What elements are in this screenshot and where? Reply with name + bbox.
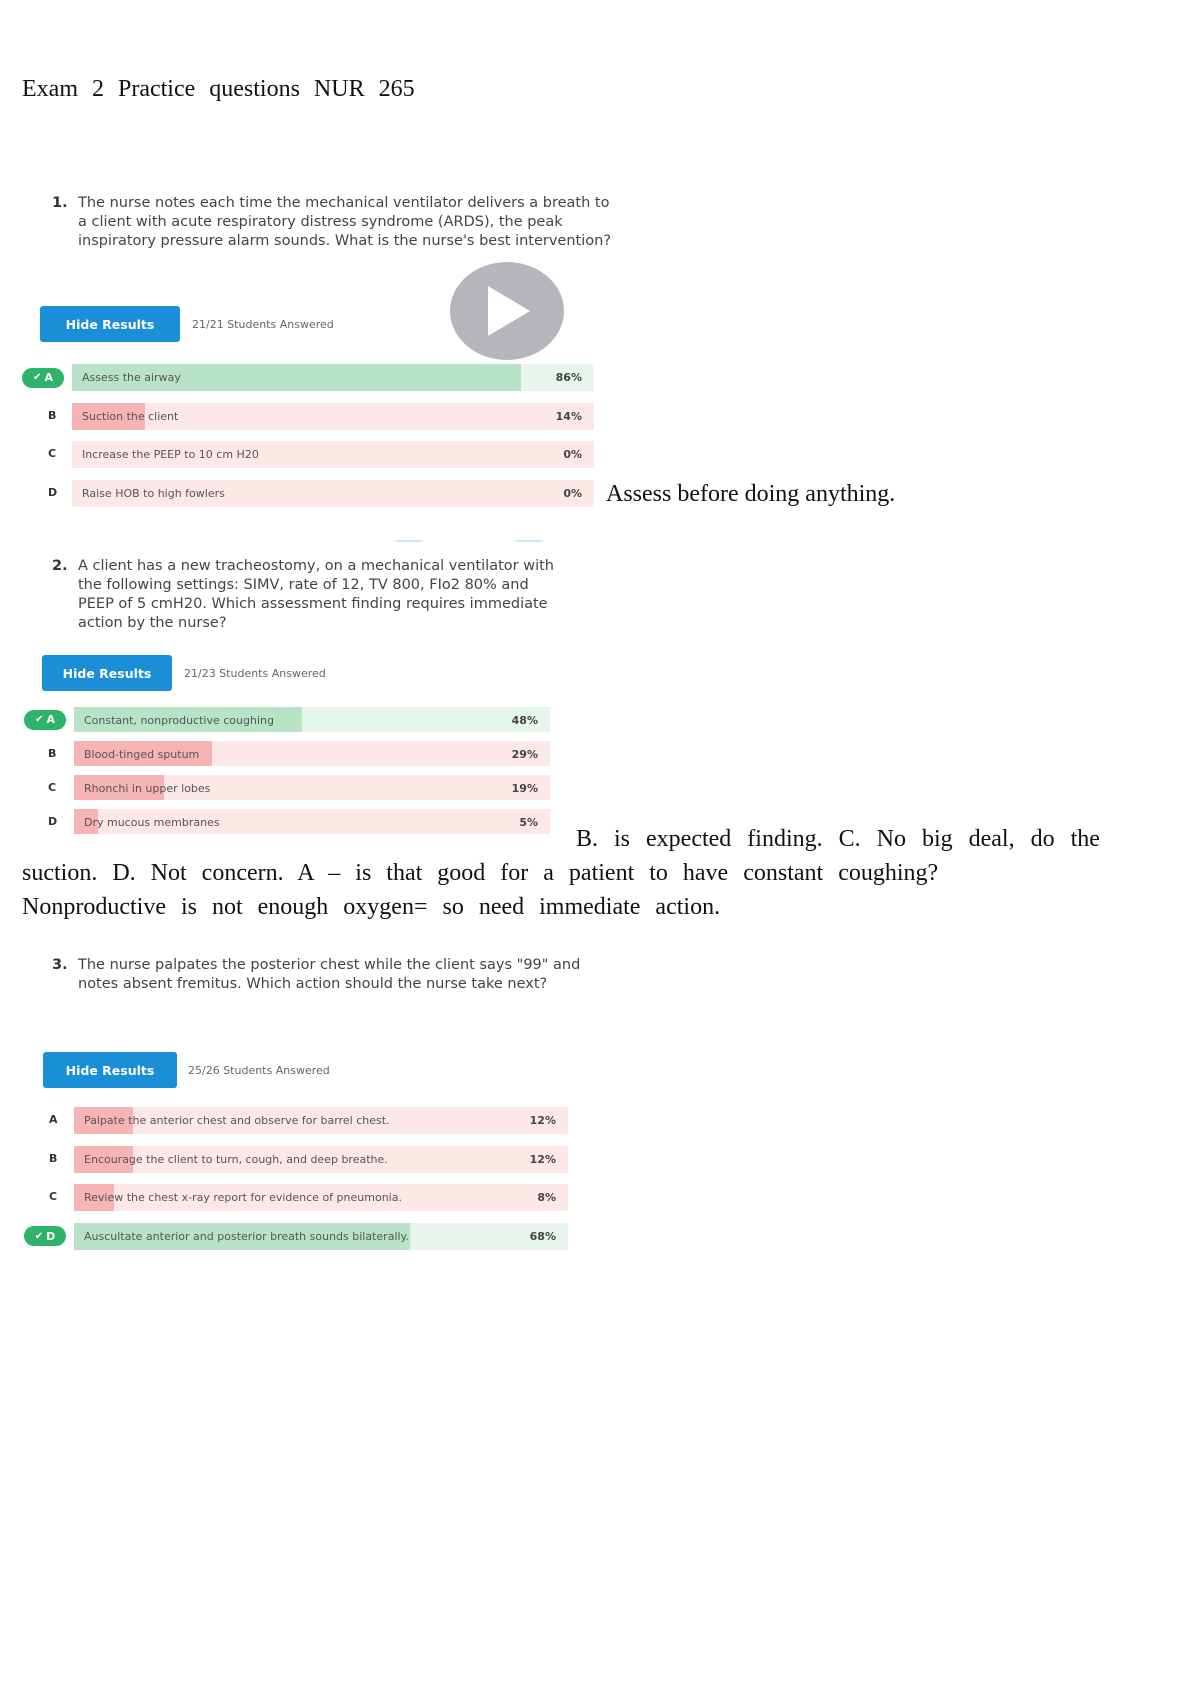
question-number: 2.: [52, 558, 68, 574]
hide-results-button[interactable]: Hide Results: [42, 655, 172, 691]
answer-option-bar: [74, 1223, 568, 1250]
option-percent: 29%: [511, 748, 538, 761]
question-1: [52, 194, 612, 251]
option-text: Raise HOB to high fowlers: [82, 486, 225, 500]
students-answered: 21/21 Students Answered: [192, 318, 334, 331]
option-text: Dry mucous membranes: [84, 816, 220, 829]
question-text: The nurse notes each time the mechanical ventilator delivers a breath to a client with acute respiratory distress syndrome (ARDS), the peak inspiratory pressure alarm sounds. What is the nurse's best intervention?: [78, 195, 612, 249]
option-percent: 14%: [555, 409, 582, 423]
option-letter: A: [46, 713, 55, 726]
option-letter: B: [48, 747, 57, 760]
correct-answer-badge: [22, 368, 64, 388]
answer-option-bar: [72, 364, 594, 391]
answer-option-bar: [74, 707, 550, 732]
option-text: Rhonchi in upper lobes: [84, 782, 211, 795]
page-title: Exam 2 Practice questions NUR 265: [22, 76, 415, 102]
question-text: A client has a new tracheostomy, on a mechanical ventilator with the following settings: SIMV, rate of 12, TV 800, FIo2 80% and PEEP of 5 cmH20. Which assessment finding requires immediate action by the nurse?: [78, 558, 554, 631]
option-letter: D: [46, 1229, 56, 1243]
question-number: 3.: [52, 957, 68, 973]
option-percent: 12%: [529, 1152, 556, 1166]
option-percent: 8%: [537, 1191, 556, 1204]
play-icon: [482, 284, 532, 338]
answer-option-bar: [72, 441, 594, 468]
answer-note: suction. D. Not concern. A – is that good for a patient to have constant coughing?: [22, 860, 939, 886]
answer-note: B. is expected finding. C. No big deal, do the: [576, 826, 1100, 852]
check-icon: ✔: [33, 372, 42, 383]
option-text: Palpate the anterior chest and observe for barrel chest.: [84, 1114, 390, 1127]
students-answered: 25/26 Students Answered: [188, 1064, 330, 1077]
option-letter: D: [48, 485, 58, 499]
option-letter: D: [48, 815, 58, 828]
option-letter: A: [44, 371, 53, 384]
question-text: The nurse palpates the posterior chest while the client says "99" and notes absent fremitus. Which action should the nurse take next?: [78, 957, 581, 992]
option-text: Increase the PEEP to 10 cm H20: [82, 448, 259, 461]
option-percent: 0%: [563, 486, 582, 500]
divider: [395, 540, 423, 542]
option-percent: 86%: [555, 371, 582, 384]
option-text: Review the chest x-ray report for evidence of pneumonia.: [84, 1191, 402, 1204]
check-icon: ✔: [35, 714, 44, 725]
option-text: Suction the client: [82, 409, 179, 423]
answer-option-bar: [72, 403, 594, 430]
option-letter: B: [48, 408, 57, 422]
answer-option-bar: [74, 1107, 568, 1134]
question-2: [52, 557, 562, 633]
answer-option-bar: [74, 1146, 568, 1173]
option-text: Blood-tinged sputum: [84, 748, 200, 761]
correct-answer-badge: [24, 710, 66, 730]
option-letter: C: [48, 781, 57, 794]
option-letter: C: [49, 1190, 58, 1203]
hide-results-button[interactable]: Hide Results: [43, 1052, 177, 1088]
option-percent: 12%: [529, 1114, 556, 1127]
option-percent: 5%: [519, 816, 538, 829]
question-3: [52, 956, 582, 994]
answer-option-bar: [74, 809, 550, 834]
answer-option-bar: [74, 775, 550, 800]
option-percent: 0%: [563, 448, 582, 461]
option-text: Encourage the client to turn, cough, and deep breathe.: [84, 1152, 388, 1166]
option-letter: A: [49, 1113, 58, 1126]
correct-answer-badge: [24, 1226, 66, 1246]
students-answered: 21/23 Students Answered: [184, 667, 326, 680]
answer-option-bar: [74, 741, 550, 766]
option-text: Assess the airway: [82, 371, 181, 384]
check-icon: ✔: [34, 1230, 44, 1242]
option-percent: 48%: [511, 714, 538, 727]
divider: [515, 540, 543, 542]
option-percent: 68%: [529, 1229, 556, 1243]
option-text: Auscultate anterior and posterior breath sounds bilaterally.: [84, 1229, 409, 1243]
option-percent: 19%: [511, 782, 538, 795]
answer-option-bar: [72, 480, 594, 507]
option-letter: B: [49, 1151, 58, 1165]
answer-note: Nonproductive is not enough oxygen= so need immediate action.: [22, 894, 721, 920]
answer-note: Assess before doing anything.: [606, 481, 896, 507]
option-text: Constant, nonproductive coughing: [84, 714, 274, 727]
answer-option-bar: [74, 1184, 568, 1211]
option-letter: C: [48, 447, 57, 460]
play-video-button[interactable]: [450, 262, 564, 360]
hide-results-button[interactable]: Hide Results: [40, 306, 180, 342]
question-number: 1.: [52, 195, 68, 211]
